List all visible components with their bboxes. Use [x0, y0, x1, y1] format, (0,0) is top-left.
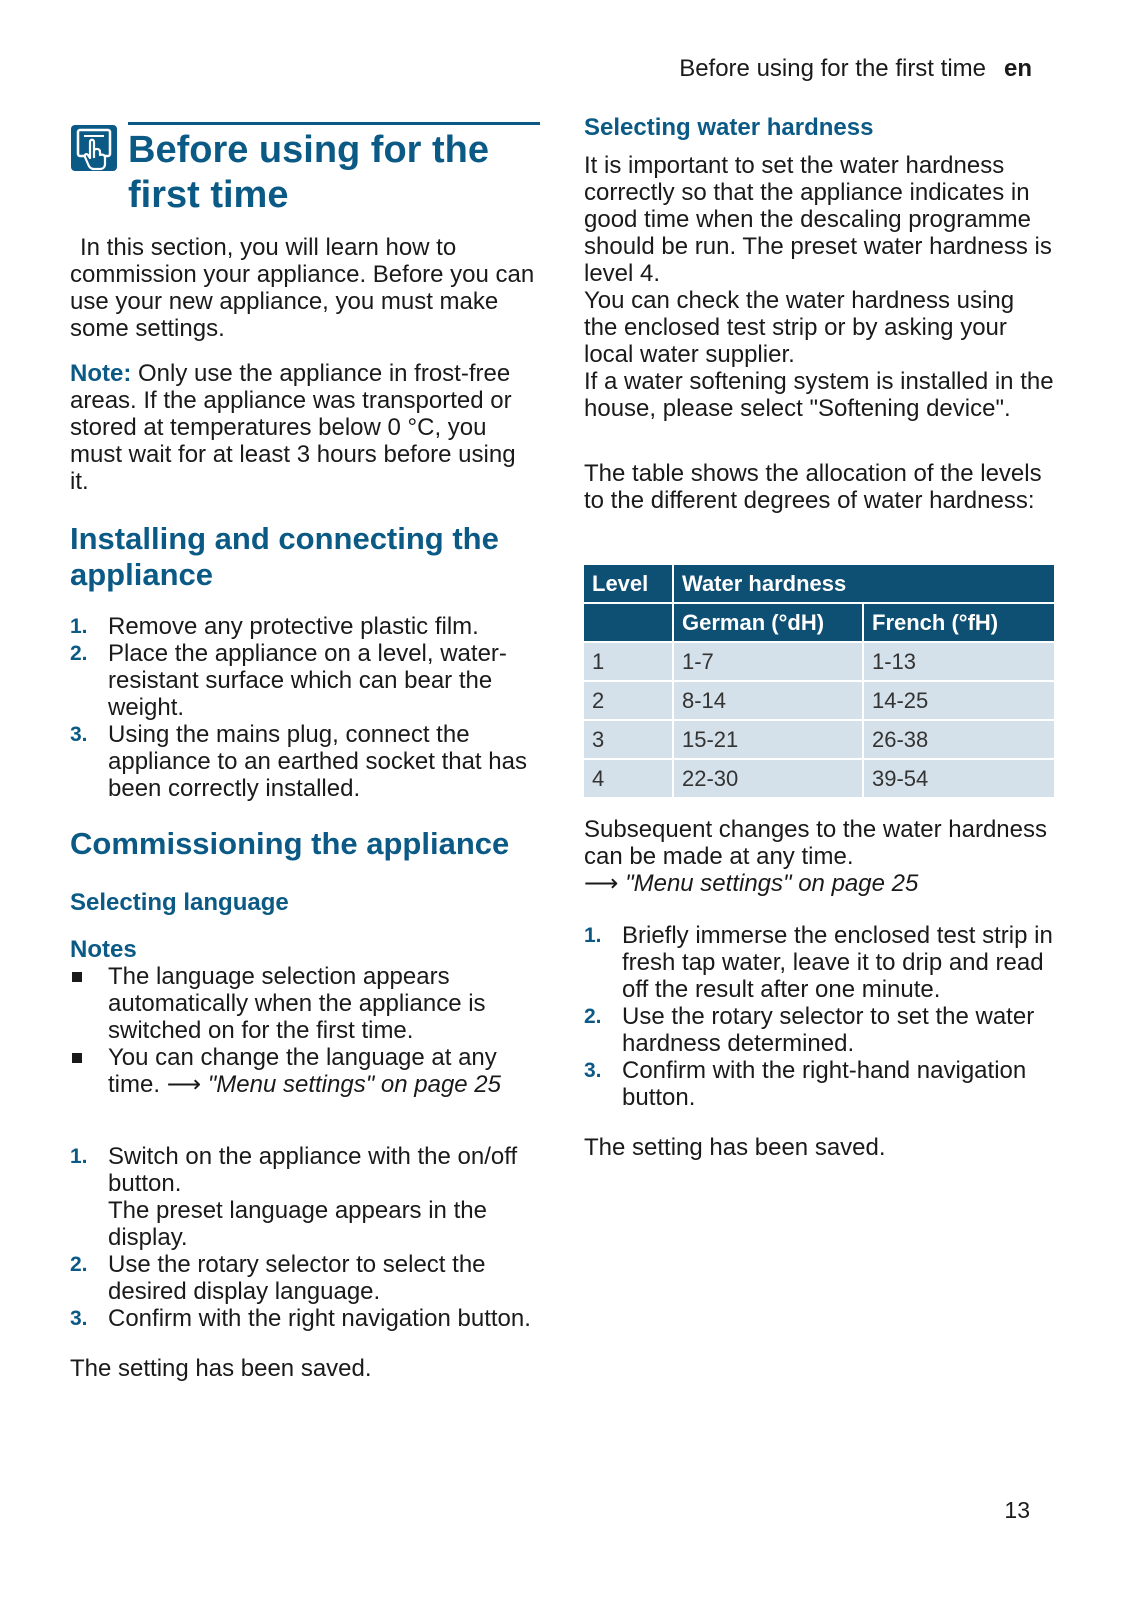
water-result: The setting has been saved.	[584, 1134, 886, 1161]
cross-reference-link[interactable]: "Menu settings" on page 25	[207, 1071, 502, 1098]
note-item-text: You can change the language at any time.	[108, 1044, 497, 1098]
table-subheader-row	[584, 604, 1054, 641]
step-number: 3.	[584, 1059, 602, 1082]
step-result: The preset language appears in the display.	[108, 1197, 487, 1251]
bullet-square-icon	[72, 972, 82, 982]
step-text: Use the rotary selector to select the desired display language.	[108, 1251, 486, 1305]
intro-paragraph: In this section, you will learn how to commission your appliance. Before you can use your new appliance, you must make some settings.	[70, 234, 535, 342]
title-rule	[128, 122, 540, 125]
list-item	[70, 1305, 540, 1332]
water-paragraph-1: It is important to set the water hardness correctly so that the appliance indicates in good time when the descaling programme should be run. The preset water hardness is level 4.	[584, 152, 1052, 287]
note-text: Only use the appliance in frost-free areas. If the appliance was transported or stored at temperatures below 0 °C, you must wait for at least 3 hours before using it.	[70, 360, 516, 495]
page-title: Before using for the first time	[128, 129, 490, 216]
list-item	[70, 1044, 540, 1098]
table-row	[584, 721, 1054, 758]
step-number: 2.	[584, 1005, 602, 1028]
arrow-right-icon: ⟶	[166, 1071, 202, 1098]
water-hardness-heading: Selecting water hardness	[584, 114, 874, 141]
step-number: 2.	[70, 642, 88, 665]
language-steps	[70, 1143, 540, 1332]
hand-touch-icon	[70, 124, 118, 172]
note-label: Note:	[70, 360, 132, 387]
step-number: 1.	[584, 924, 602, 947]
french-cell: 1-13	[862, 643, 1054, 680]
language-code: en	[1003, 55, 1032, 82]
step-number: 2.	[70, 1253, 88, 1276]
arrow-right-icon: ⟶	[584, 870, 619, 897]
french-cell: 26-38	[862, 721, 1054, 758]
list-item	[70, 613, 540, 640]
level-cell: 4	[584, 760, 672, 797]
french-cell: 14-25	[862, 682, 1054, 719]
note-item-text: The language selection appears automatically when the appliance is switched on for the first time.	[108, 963, 486, 1044]
list-item	[70, 1143, 540, 1251]
water-after-paragraph	[584, 816, 1054, 897]
language-result: The setting has been saved.	[70, 1355, 372, 1382]
installing-heading: Installing and connecting the appliance	[70, 521, 499, 592]
commissioning-heading: Commissioning the appliance	[70, 826, 510, 861]
col-level-header: Level	[584, 565, 672, 602]
table-header-row	[584, 565, 1054, 602]
notes-heading: Notes	[70, 936, 137, 963]
step-text: Place the appliance on a level, water-resistant surface which can bear the weight.	[108, 640, 507, 721]
list-item	[70, 721, 540, 802]
list-item	[584, 922, 1054, 1003]
bullet-square-icon	[72, 1053, 82, 1063]
cross-reference-link[interactable]: "Menu settings" on page 25	[625, 870, 919, 897]
col-french-header: French (°fH)	[862, 604, 1054, 641]
empty-header-cell	[584, 604, 672, 641]
german-cell: 15-21	[672, 721, 862, 758]
list-item	[70, 1251, 540, 1305]
list-item	[70, 640, 540, 721]
language-notes	[70, 963, 540, 1098]
table-row	[584, 760, 1054, 797]
running-title: Before using for the first time	[679, 55, 986, 82]
step-number: 3.	[70, 1307, 88, 1330]
water-paragraph-4: The table shows the allocation of the levels to the different degrees of water hardness:	[584, 460, 1042, 514]
step-number: 3.	[70, 723, 88, 746]
water-paragraph-3: If a water softening system is installed in the house, please select "Softening device".	[584, 368, 1054, 422]
level-cell: 2	[584, 682, 672, 719]
german-cell: 8-14	[672, 682, 862, 719]
page-number: 13	[1004, 1497, 1030, 1523]
step-number: 1.	[70, 615, 88, 638]
level-cell: 1	[584, 643, 672, 680]
step-text: Confirm with the right navigation button.	[108, 1305, 531, 1332]
running-header	[679, 55, 1032, 83]
german-cell: 1-7	[672, 643, 862, 680]
step-text: Remove any protective plastic film.	[108, 613, 479, 640]
step-number: 1.	[70, 1145, 88, 1168]
german-cell: 22-30	[672, 760, 862, 797]
list-item	[584, 1003, 1054, 1057]
step-text: Use the rotary selector to set the water hardness determined.	[622, 1003, 1035, 1057]
french-cell: 39-54	[862, 760, 1054, 797]
step-text: Confirm with the right-hand navigation button.	[622, 1057, 1027, 1111]
selecting-language-heading: Selecting language	[70, 889, 289, 916]
table-row	[584, 682, 1054, 719]
water-hardness-table	[584, 563, 1054, 799]
water-paragraph-2: You can check the water hardness using the enclosed test strip or by asking your local water supplier.	[584, 287, 1015, 368]
col-german-header: German (°dH)	[672, 604, 862, 641]
installing-steps	[70, 613, 540, 802]
level-cell: 3	[584, 721, 672, 758]
step-text: Briefly immerse the enclosed test strip in fresh tap water, leave it to drip and read off the result after one minute.	[622, 922, 1053, 1003]
col-hardness-header: Water hardness	[672, 565, 1054, 602]
after-text: Subsequent changes to the water hardness can be made at any time.	[584, 816, 1047, 870]
water-steps	[584, 922, 1054, 1111]
table-row	[584, 643, 1054, 680]
list-item	[70, 963, 540, 1044]
list-item	[584, 1057, 1054, 1111]
step-text: Switch on the appliance with the on/off button.	[108, 1143, 518, 1197]
step-text: Using the mains plug, connect the appliance to an earthed socket that has been correctly installed.	[108, 721, 527, 802]
note-paragraph	[70, 360, 540, 495]
